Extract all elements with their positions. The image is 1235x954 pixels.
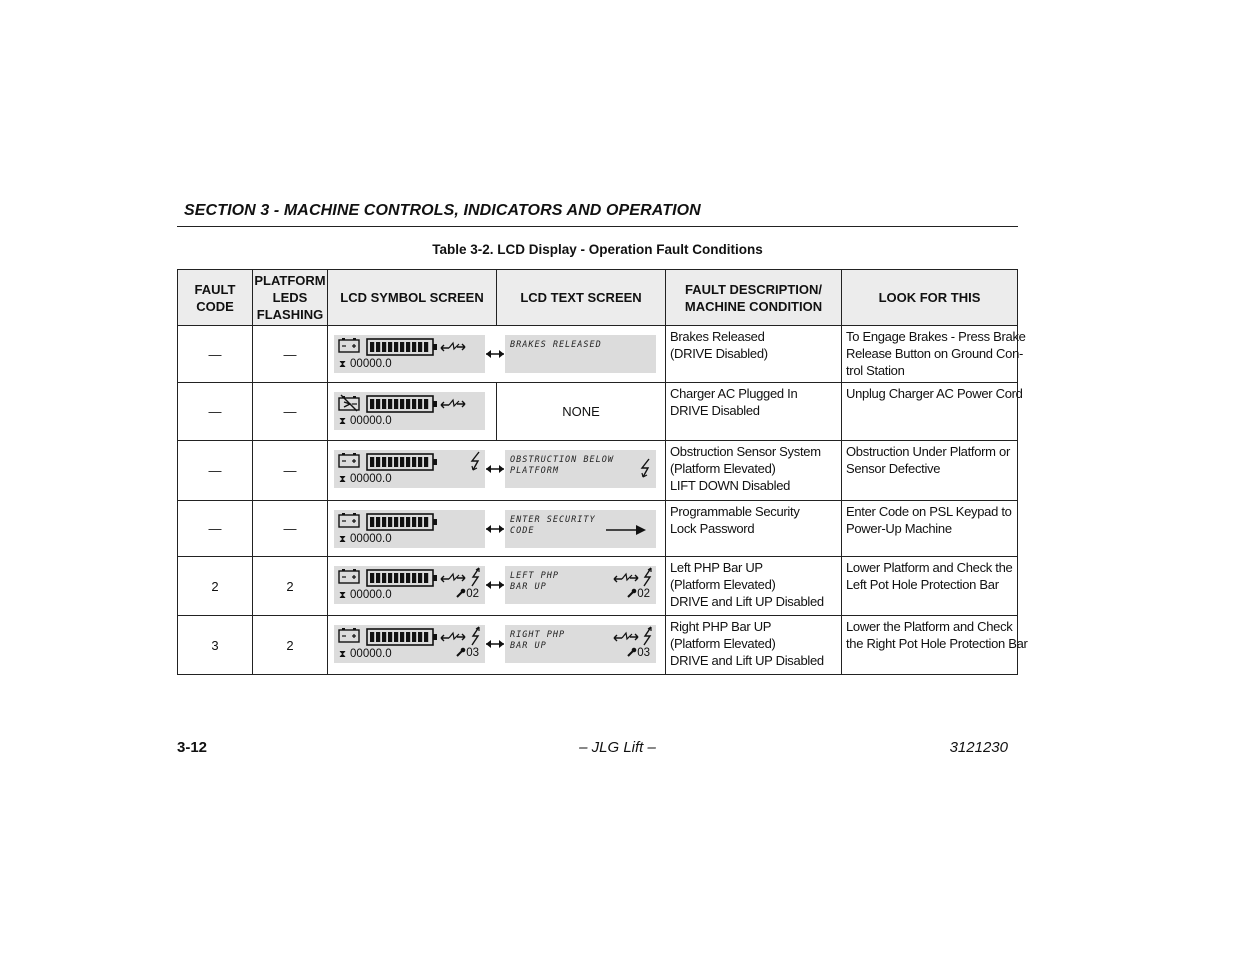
table-row (178, 383, 1018, 441)
wrench-icon (627, 588, 637, 600)
hourglass-icon: ⧗ (339, 590, 347, 601)
fault-table (177, 269, 1028, 675)
lcd-symbol-screen-cell (328, 383, 497, 441)
battery-icon (338, 452, 360, 471)
fault-description-line: Left PHP Bar UP (670, 560, 763, 575)
symbol-fault-code (456, 588, 479, 600)
leds-flashing-cell (253, 501, 328, 557)
lcd-text-display (505, 510, 656, 548)
leds-flashing-cell (253, 326, 328, 383)
double-arrow-icon (485, 578, 505, 593)
table-title: Table 3-2. LCD Display - Operation Fault Conditions (432, 242, 763, 257)
look-for-this-line: Lower the Platform and Check (846, 619, 1013, 634)
battery-icon (338, 512, 360, 531)
look-for-this-line: the Right Pot Hole Protection Bar (846, 636, 1028, 651)
table-row (178, 501, 1018, 557)
leds-flashing-cell (253, 441, 328, 501)
lcd-symbol-screen-cell (328, 501, 666, 557)
battery-icon (338, 337, 360, 356)
fault-description-line: Brakes Released (670, 329, 765, 344)
fault-description-cell (666, 557, 842, 616)
fault-description-line: (Platform Elevated) (670, 461, 776, 476)
fault-description-line: (Platform Elevated) (670, 636, 776, 651)
table-row (178, 326, 1018, 383)
hourglass-icon: ⧗ (339, 416, 347, 427)
hour-meter-value: 00000.0 (350, 473, 392, 485)
lcd-text-screen-cell (497, 383, 666, 441)
fault-description-line: Programmable Security (670, 504, 800, 519)
lift-down-icon (469, 451, 483, 474)
look-for-this-cell (842, 383, 1023, 441)
fault-code: — (208, 463, 222, 478)
charger-plug-icon (338, 394, 360, 415)
fault-code-cell (178, 326, 253, 383)
lcd-text-line-2: BAR UP (510, 641, 547, 651)
leds-flashing: 2 (286, 637, 294, 653)
lcd-symbol-screen-cell (328, 557, 666, 616)
fault-description-line: LIFT DOWN Disabled (670, 478, 791, 493)
fault-description-cell (666, 501, 842, 557)
lcd-symbol-screen-cell (328, 326, 666, 383)
col-header-text-screen: LCD TEXT SCREEN (497, 270, 666, 326)
hourglass-icon: ⧗ (339, 474, 347, 485)
header-rule (177, 226, 1018, 227)
hourglass-icon: ⧗ (339, 534, 347, 545)
lift-down-icon (639, 458, 653, 481)
look-for-this-line: trol Station (846, 363, 905, 378)
hour-meter-value: 00000.0 (350, 589, 392, 601)
right-arrow-icon (605, 524, 647, 539)
lcd-text (510, 515, 596, 537)
lcd-text (510, 340, 602, 351)
text-fault-code-value: 02 (637, 588, 650, 600)
lcd-symbol-display (334, 450, 485, 488)
battery-icon (338, 568, 360, 587)
drive-icon (613, 630, 639, 647)
table-row (178, 616, 1018, 675)
col-header-fault-code: FAULT CODE (178, 270, 253, 326)
fault-description-line: DRIVE and Lift UP Disabled (670, 594, 824, 609)
lcd-text-line-1: BRAKES RELEASED (510, 340, 602, 350)
symbol-fault-code-value: 03 (466, 647, 479, 659)
look-for-this-line: To Engage Brakes - Press Brake (846, 329, 1026, 344)
lift-icon (470, 626, 482, 649)
look-for-this-line: Lower Platform and Check the (846, 560, 1013, 575)
drive-icon (440, 630, 466, 647)
battery-level-icon (366, 569, 438, 590)
symbol-fault-code-value: 02 (466, 588, 479, 600)
fault-code: — (208, 521, 222, 536)
col-header-look-for: LOOK FOR THIS (842, 270, 1018, 326)
lcd-text-line-1: OBSTRUCTION BELOW (510, 455, 614, 465)
hour-meter (339, 648, 392, 660)
leds-flashing: — (283, 521, 297, 536)
hour-meter-value: 00000.0 (350, 648, 392, 660)
fault-code-cell (178, 557, 253, 616)
fault-code-cell (178, 383, 253, 441)
lcd-text-display (505, 335, 656, 373)
look-for-this-line: Enter Code on PSL Keypad to (846, 504, 1012, 519)
wrench-icon (456, 647, 466, 659)
leds-flashing: 2 (286, 578, 294, 594)
leds-flashing: — (283, 346, 297, 362)
lcd-text-line-1: RIGHT PHP (510, 630, 566, 640)
look-for-this-cell (842, 326, 1026, 383)
hour-meter (339, 589, 392, 601)
lcd-symbol-display (334, 510, 485, 548)
look-for-this-line: Unplug Charger AC Power Cord (846, 386, 1023, 401)
battery-level-icon (366, 628, 438, 649)
page-number: 3-12 (177, 739, 208, 756)
lcd-text-display (505, 625, 656, 663)
fault-description-line: DRIVE and Lift UP Disabled (670, 653, 824, 668)
double-arrow-icon (485, 637, 505, 652)
leds-flashing: — (283, 404, 297, 419)
document-number: 3121230 (949, 739, 1008, 756)
lcd-text-none: NONE (562, 404, 600, 419)
fault-code-cell (178, 501, 253, 557)
battery-level-icon (366, 395, 438, 416)
lift-icon (470, 567, 482, 590)
lcd-symbol-screen-cell (328, 441, 666, 501)
fault-description-line: Obstruction Sensor System (670, 444, 821, 459)
fault-description-line: (Platform Elevated) (670, 577, 776, 592)
fault-code: — (208, 404, 222, 419)
lcd-symbol-display (334, 335, 485, 373)
look-for-this-cell (842, 501, 1018, 557)
hour-meter-value: 00000.0 (350, 415, 392, 427)
symbol-fault-code (456, 647, 479, 659)
wrench-icon (627, 647, 637, 659)
lcd-text (510, 455, 614, 477)
text-fault-code (627, 647, 650, 659)
battery-level-icon (366, 453, 438, 474)
fault-code: 3 (211, 637, 219, 653)
drive-icon (440, 571, 466, 588)
col-header-leds: PLATFORM LEDS FLASHING (253, 270, 328, 326)
fault-description-cell (666, 326, 842, 383)
look-for-this-line: Sensor Defective (846, 461, 941, 476)
lcd-text-line-1: LEFT PHP (510, 571, 559, 581)
fault-description-cell (666, 383, 842, 441)
fault-description-cell (666, 441, 842, 501)
leds-flashing-cell (253, 557, 328, 616)
fault-description-cell (666, 616, 842, 675)
lcd-text (510, 571, 559, 593)
lcd-symbol-display (334, 392, 485, 430)
hour-meter-value: 00000.0 (350, 533, 392, 545)
lcd-text-line-2: PLATFORM (510, 466, 559, 476)
hour-meter (339, 358, 392, 370)
lcd-symbol-display (334, 566, 485, 604)
hour-meter (339, 415, 392, 427)
text-fault-code-value: 03 (637, 647, 650, 659)
lcd-text (510, 630, 565, 652)
look-for-this-line: Obstruction Under Platform or (846, 444, 1010, 459)
lcd-symbol-display (334, 625, 485, 663)
lcd-text-line-2: BAR UP (510, 582, 547, 592)
lcd-text-line-2: CODE (510, 526, 535, 536)
col-header-symbol-screen: LCD SYMBOL SCREEN (328, 270, 497, 326)
battery-level-icon (366, 338, 438, 359)
fault-description-line: Right PHP Bar UP (670, 619, 772, 634)
look-for-this-line: Power-Up Machine (846, 521, 952, 536)
fault-code: 2 (211, 578, 219, 594)
battery-level-icon (366, 513, 438, 534)
drive-icon (440, 340, 466, 357)
battery-icon (338, 627, 360, 646)
lift-icon (642, 626, 654, 649)
table-row (178, 441, 1018, 501)
footer-title: – JLG Lift – (579, 739, 656, 756)
section-title: SECTION 3 - MACHINE CONTROLS, INDICATORS AND OPERATION (184, 202, 701, 219)
hourglass-icon: ⧗ (339, 649, 347, 660)
fault-description-line: DRIVE Disabled (670, 403, 760, 418)
double-arrow-icon (485, 522, 505, 537)
lcd-text-display (505, 450, 656, 488)
lcd-text-display (505, 566, 656, 604)
lcd-text-line-1: ENTER SECURITY (510, 515, 596, 525)
look-for-this-line: Left Pot Hole Protection Bar (846, 577, 999, 592)
table-header-row (178, 270, 1018, 326)
fault-description-line: Charger AC Plugged In (670, 386, 798, 401)
double-arrow-icon (485, 347, 505, 362)
leds-flashing-cell (253, 383, 328, 441)
look-for-this-cell (842, 616, 1028, 675)
fault-code-cell (178, 441, 253, 501)
double-arrow-icon (485, 462, 505, 477)
drive-icon (613, 571, 639, 588)
hour-meter-value: 00000.0 (350, 358, 392, 370)
fault-code-cell (178, 616, 253, 675)
lcd-symbol-screen-cell (328, 616, 666, 675)
fault-code: — (208, 346, 222, 362)
hourglass-icon: ⧗ (339, 359, 347, 370)
hour-meter (339, 533, 392, 545)
look-for-this-line: Release Button on Ground Con- (846, 346, 1024, 361)
fault-description-line: Lock Password (670, 521, 755, 536)
table-row (178, 557, 1018, 616)
drive-icon (440, 397, 466, 414)
look-for-this-cell (842, 441, 1018, 501)
leds-flashing: — (283, 463, 297, 478)
lift-icon (642, 567, 654, 590)
fault-description-line: (DRIVE Disabled) (670, 346, 768, 361)
look-for-this-cell (842, 557, 1018, 616)
text-fault-code (627, 588, 650, 600)
wrench-icon (456, 588, 466, 600)
hour-meter (339, 473, 392, 485)
leds-flashing-cell (253, 616, 328, 675)
col-header-description: FAULT DESCRIPTION/ MACHINE CONDITION (666, 270, 842, 326)
